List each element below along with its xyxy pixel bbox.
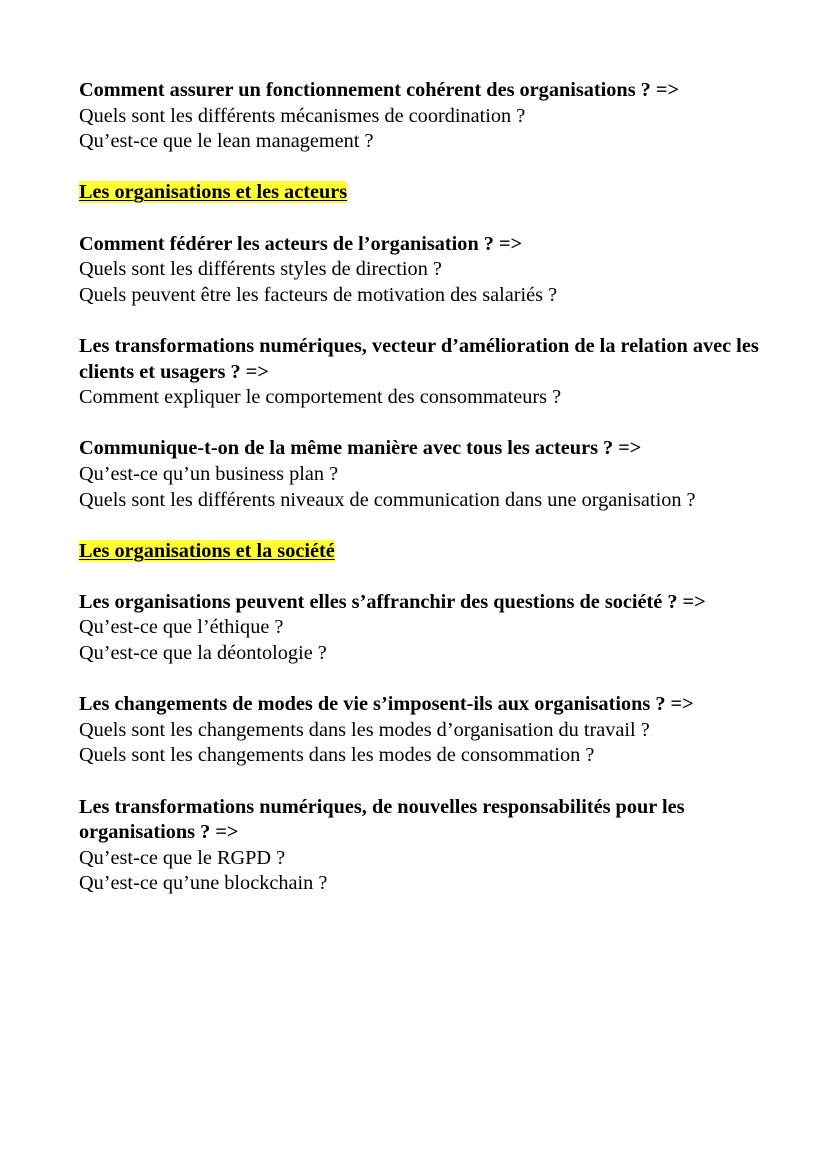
sub-question: Quels peuvent être les facteurs de motivation des salariés ?	[79, 283, 558, 306]
sub-question: Qu’est-ce qu’une blockchain ?	[79, 872, 328, 895]
question-title: Les transformations numériques, de nouvelles responsabilités pour les organisations ? =>	[79, 795, 685, 844]
question-title: Communique-t-on de la même manière avec tous les acteurs ? =>	[79, 437, 642, 460]
question-block	[79, 795, 768, 897]
question-title: Les organisations peuvent elles s’affranchir des questions de société ? =>	[79, 590, 706, 613]
sub-question: Quels sont les changements dans les modes de consommation ?	[79, 744, 595, 767]
sub-question: Qu’est-ce que la déontologie ?	[79, 642, 327, 665]
question-title: Les transformations numériques, vecteur d’amélioration de la relation avec les clients et usagers ? =>	[79, 334, 759, 383]
sub-question: Quels sont les changements dans les modes d’organisation du travail ?	[79, 718, 650, 741]
section-heading-text: Les organisations et la société	[79, 539, 335, 562]
question-block	[79, 436, 768, 513]
sub-question: Quels sont les différents niveaux de communication dans une organisation ?	[79, 488, 696, 511]
sub-question: Comment expliquer le comportement des consommateurs ?	[79, 386, 562, 409]
sub-question: Quels sont les différents styles de direction ?	[79, 258, 442, 281]
question-block	[79, 692, 768, 769]
question-title: Les changements de modes de vie s’imposent-ils aux organisations ? =>	[79, 693, 694, 716]
sub-question: Qu’est-ce qu’un business plan ?	[79, 462, 339, 485]
sub-question: Qu’est-ce que le RGPD ?	[79, 846, 286, 869]
sub-question: Qu’est-ce que l’éthique ?	[79, 616, 284, 639]
sub-question: Quels sont les différents mécanismes de coordination ?	[79, 104, 526, 127]
question-title: Comment assurer un fonctionnement cohérent des organisations ? =>	[79, 79, 679, 101]
question-title: Comment fédérer les acteurs de l’organisation ? =>	[79, 232, 523, 255]
question-block	[79, 590, 768, 667]
section-heading	[79, 539, 768, 565]
section-heading	[79, 180, 768, 206]
question-block	[79, 334, 768, 411]
section-heading-text: Les organisations et les acteurs	[79, 181, 348, 204]
question-block	[79, 232, 768, 309]
question-block	[79, 78, 768, 155]
sub-question: Qu’est-ce que le lean management ?	[79, 130, 374, 153]
